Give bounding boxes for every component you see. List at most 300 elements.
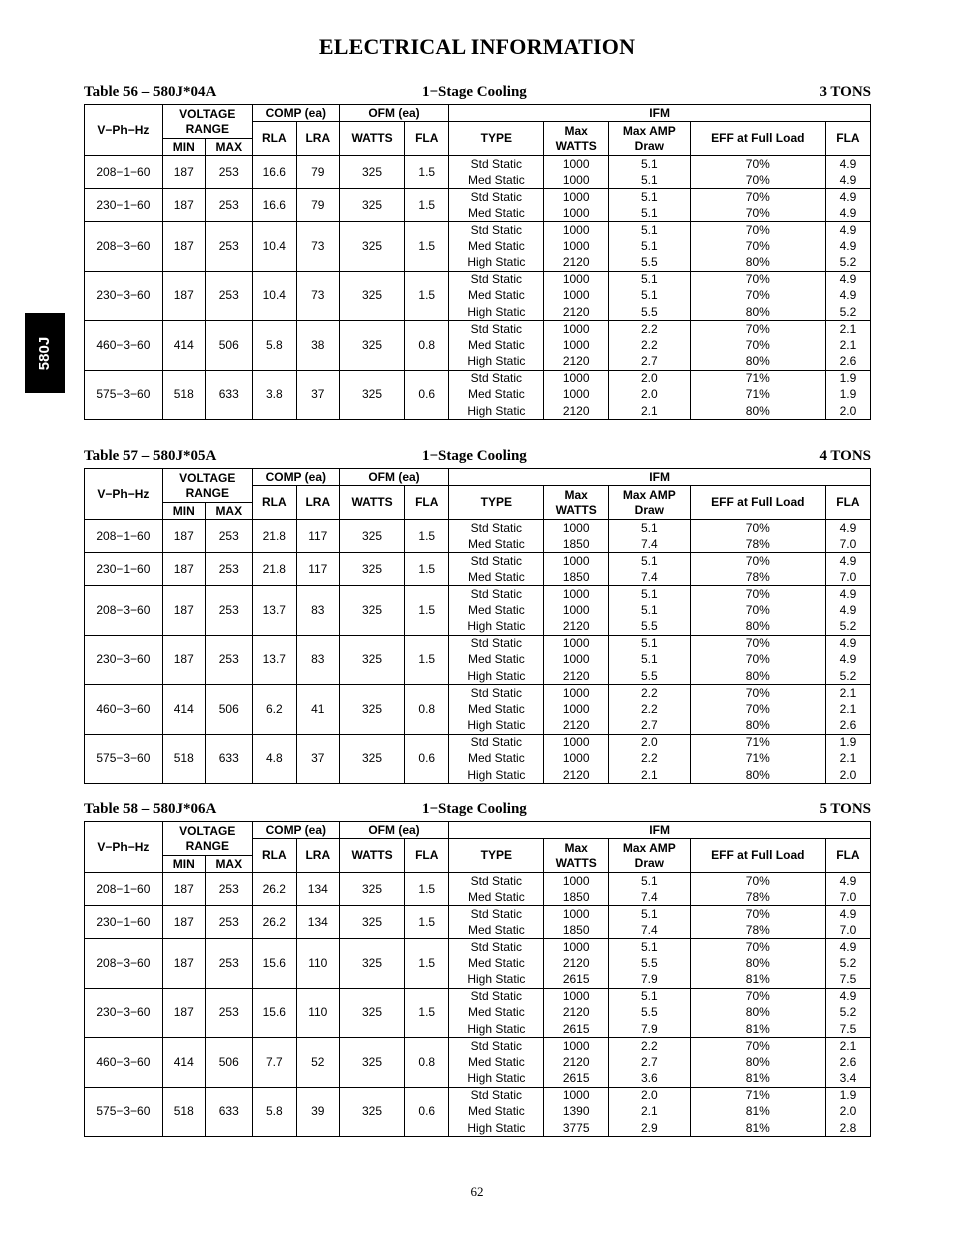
header-eff: EFF at Full Load xyxy=(690,839,825,873)
cell-vph: 208−1−60 xyxy=(85,520,163,553)
header-row xyxy=(85,469,871,486)
header-max-amp: Max AMP Draw xyxy=(608,839,690,873)
header-ifm-fla: FLA xyxy=(825,839,870,873)
cell-watts: 325 xyxy=(339,939,404,989)
header-type: TYPE xyxy=(449,839,544,873)
cell-ifm-max-watts: 2615 xyxy=(544,1071,608,1088)
cell-ifm-max-amp: 5.1 xyxy=(608,906,690,923)
cell-ifm-max-watts: 1000 xyxy=(544,387,608,404)
cell-ifm-type: Med Static xyxy=(449,652,544,669)
table-tons: 3 TONS xyxy=(819,84,871,100)
cell-ifm-eff: 70% xyxy=(690,1038,825,1055)
cell-ifm-max-amp: 2.0 xyxy=(608,387,690,404)
table-row xyxy=(85,734,871,751)
cell-ifm-max-watts: 1000 xyxy=(544,734,608,751)
table-caption xyxy=(84,84,871,104)
cell-ifm-eff: 80% xyxy=(690,1005,825,1022)
header-voltage-range: VOLTAGE RANGE xyxy=(162,469,252,503)
cell-min: 187 xyxy=(162,553,205,586)
cell-min: 187 xyxy=(162,520,205,553)
cell-ifm-max-watts: 1390 xyxy=(544,1104,608,1121)
cell-ifm-max-amp: 2.0 xyxy=(608,1087,690,1104)
cell-ifm-type: Std Static xyxy=(449,734,544,751)
electrical-table xyxy=(84,468,871,784)
cell-ifm-type: High Static xyxy=(449,304,544,321)
cell-rla: 10.4 xyxy=(252,222,296,272)
cell-watts: 325 xyxy=(339,271,404,321)
cell-ifm-max-amp: 7.4 xyxy=(608,922,690,939)
cell-fla: 1.5 xyxy=(405,586,449,636)
cell-ifm-max-amp: 7.4 xyxy=(608,569,690,586)
cell-ifm-max-watts: 1000 xyxy=(544,553,608,570)
cell-max: 253 xyxy=(205,520,252,553)
cell-ifm-fla: 1.9 xyxy=(825,734,870,751)
cell-ifm-fla: 7.5 xyxy=(825,972,870,989)
cell-ifm-type: High Static xyxy=(449,354,544,371)
cell-rla: 15.6 xyxy=(252,939,296,989)
cell-ifm-max-amp: 2.2 xyxy=(608,1038,690,1055)
cell-ifm-type: Med Static xyxy=(449,1054,544,1071)
table-row xyxy=(85,939,871,956)
cell-vph: 575−3−60 xyxy=(85,370,163,420)
cell-ifm-fla: 4.9 xyxy=(825,553,870,570)
cell-max: 506 xyxy=(205,321,252,371)
cell-ifm-max-amp: 5.1 xyxy=(608,635,690,652)
header-max: MAX xyxy=(205,856,252,873)
header-lra: LRA xyxy=(296,839,339,873)
cell-ifm-eff: 70% xyxy=(690,685,825,702)
cell-ifm-type: High Static xyxy=(449,1120,544,1137)
cell-ifm-max-amp: 2.9 xyxy=(608,1120,690,1137)
cell-rla: 26.2 xyxy=(252,873,296,906)
cell-ifm-max-amp: 5.1 xyxy=(608,238,690,255)
cell-ifm-type: Std Static xyxy=(449,635,544,652)
cell-ifm-eff: 81% xyxy=(690,1021,825,1038)
cell-ifm-type: Std Static xyxy=(449,586,544,603)
cell-watts: 325 xyxy=(339,553,404,586)
cell-ifm-fla: 4.9 xyxy=(825,939,870,956)
cell-watts: 325 xyxy=(339,586,404,636)
table-title: Table 56 – 580J*04A xyxy=(84,84,217,100)
header-eff: EFF at Full Load xyxy=(690,122,825,156)
cell-min: 187 xyxy=(162,586,205,636)
cell-ifm-eff: 70% xyxy=(690,602,825,619)
cell-ifm-eff: 70% xyxy=(690,939,825,956)
cell-ifm-max-watts: 1850 xyxy=(544,536,608,553)
cell-ifm-max-watts: 1000 xyxy=(544,939,608,956)
header-ifm: IFM xyxy=(449,469,871,486)
cell-vph: 208−1−60 xyxy=(85,873,163,906)
header-type: TYPE xyxy=(449,486,544,520)
table-row xyxy=(85,635,871,652)
cell-rla: 5.8 xyxy=(252,1087,296,1137)
cell-ifm-eff: 81% xyxy=(690,1120,825,1137)
cell-ifm-eff: 81% xyxy=(690,972,825,989)
header-watts: WATTS xyxy=(339,122,404,156)
cell-ifm-fla: 2.1 xyxy=(825,1038,870,1055)
cell-max: 253 xyxy=(205,271,252,321)
cell-ifm-type: Med Static xyxy=(449,288,544,305)
cell-ifm-type: High Static xyxy=(449,403,544,420)
header-vph: V−Ph−Hz xyxy=(85,105,163,156)
cell-lra: 37 xyxy=(296,370,339,420)
header-rla: RLA xyxy=(252,122,296,156)
cell-ifm-max-watts: 1850 xyxy=(544,889,608,906)
cell-vph: 460−3−60 xyxy=(85,685,163,735)
header-max-watts: Max WATTS xyxy=(544,122,608,156)
cell-ifm-fla: 2.1 xyxy=(825,685,870,702)
cell-ifm-max-amp: 2.2 xyxy=(608,701,690,718)
cell-ifm-fla: 2.8 xyxy=(825,1120,870,1137)
cell-ifm-max-amp: 2.0 xyxy=(608,370,690,387)
cell-fla: 1.5 xyxy=(405,553,449,586)
cell-watts: 325 xyxy=(339,988,404,1038)
cell-ifm-fla: 2.1 xyxy=(825,751,870,768)
cell-ifm-max-watts: 1000 xyxy=(544,288,608,305)
cell-ifm-type: High Static xyxy=(449,668,544,685)
cell-ifm-type: Med Static xyxy=(449,955,544,972)
cell-ifm-eff: 70% xyxy=(690,156,825,173)
electrical-table xyxy=(84,821,871,1137)
cell-ifm-max-amp: 5.1 xyxy=(608,873,690,890)
cell-min: 187 xyxy=(162,189,205,222)
table-row xyxy=(85,370,871,387)
cell-ifm-type: Med Static xyxy=(449,751,544,768)
cell-ifm-fla: 2.0 xyxy=(825,767,870,784)
table-stage: 1−Stage Cooling xyxy=(422,801,527,817)
cell-ifm-max-amp: 2.1 xyxy=(608,1104,690,1121)
cell-ifm-max-watts: 2120 xyxy=(544,304,608,321)
cell-ifm-type: Med Static xyxy=(449,1005,544,1022)
cell-watts: 325 xyxy=(339,189,404,222)
cell-max: 506 xyxy=(205,685,252,735)
table-row xyxy=(85,189,871,206)
cell-ifm-eff: 78% xyxy=(690,889,825,906)
cell-lra: 117 xyxy=(296,520,339,553)
cell-watts: 325 xyxy=(339,222,404,272)
cell-min: 518 xyxy=(162,1087,205,1137)
cell-ifm-eff: 70% xyxy=(690,172,825,189)
cell-ifm-type: Std Static xyxy=(449,873,544,890)
cell-ifm-fla: 4.9 xyxy=(825,586,870,603)
cell-ifm-max-amp: 7.9 xyxy=(608,1021,690,1038)
cell-ifm-max-amp: 2.7 xyxy=(608,1054,690,1071)
cell-ifm-max-watts: 3775 xyxy=(544,1120,608,1137)
cell-ifm-max-watts: 1000 xyxy=(544,1087,608,1104)
table-stage: 1−Stage Cooling xyxy=(422,448,527,464)
cell-ifm-type: Std Static xyxy=(449,520,544,537)
cell-fla: 1.5 xyxy=(405,156,449,189)
cell-ifm-type: High Static xyxy=(449,972,544,989)
cell-min: 414 xyxy=(162,685,205,735)
header-max: MAX xyxy=(205,139,252,156)
cell-watts: 325 xyxy=(339,635,404,685)
cell-ifm-eff: 70% xyxy=(690,238,825,255)
header-comp: COMP (ea) xyxy=(252,822,339,839)
cell-ifm-eff: 70% xyxy=(690,873,825,890)
header-fla: FLA xyxy=(405,486,449,520)
cell-rla: 4.8 xyxy=(252,734,296,784)
cell-ifm-max-watts: 1000 xyxy=(544,222,608,239)
cell-ifm-eff: 80% xyxy=(690,668,825,685)
cell-ifm-fla: 1.9 xyxy=(825,1087,870,1104)
electrical-table xyxy=(84,104,871,420)
table-caption xyxy=(84,801,871,821)
cell-ifm-max-watts: 2120 xyxy=(544,767,608,784)
table-row xyxy=(85,685,871,702)
cell-lra: 37 xyxy=(296,734,339,784)
cell-ifm-fla: 1.9 xyxy=(825,370,870,387)
cell-ifm-eff: 70% xyxy=(690,205,825,222)
cell-rla: 10.4 xyxy=(252,271,296,321)
cell-max: 253 xyxy=(205,873,252,906)
cell-fla: 1.5 xyxy=(405,873,449,906)
cell-ifm-type: High Static xyxy=(449,1071,544,1088)
cell-ifm-type: High Static xyxy=(449,767,544,784)
table-57 xyxy=(84,448,871,784)
cell-ifm-fla: 5.2 xyxy=(825,255,870,272)
cell-ifm-fla: 7.5 xyxy=(825,1021,870,1038)
cell-rla: 16.6 xyxy=(252,189,296,222)
header-max-watts: Max WATTS xyxy=(544,839,608,873)
cell-ifm-eff: 81% xyxy=(690,1071,825,1088)
cell-vph: 208−3−60 xyxy=(85,586,163,636)
cell-ifm-type: High Static xyxy=(449,255,544,272)
header-lra: LRA xyxy=(296,122,339,156)
cell-ifm-max-watts: 1000 xyxy=(544,271,608,288)
cell-ifm-type: Med Static xyxy=(449,172,544,189)
cell-ifm-fla: 4.9 xyxy=(825,288,870,305)
cell-max: 633 xyxy=(205,1087,252,1137)
cell-ifm-max-watts: 1000 xyxy=(544,906,608,923)
header-ifm: IFM xyxy=(449,822,871,839)
cell-watts: 325 xyxy=(339,1038,404,1088)
cell-ifm-max-watts: 2615 xyxy=(544,972,608,989)
header-ifm-fla: FLA xyxy=(825,486,870,520)
cell-ifm-max-amp: 5.1 xyxy=(608,156,690,173)
cell-lra: 83 xyxy=(296,586,339,636)
cell-max: 253 xyxy=(205,939,252,989)
header-min: MIN xyxy=(162,856,205,873)
cell-watts: 325 xyxy=(339,685,404,735)
cell-lra: 73 xyxy=(296,222,339,272)
cell-vph: 208−3−60 xyxy=(85,939,163,989)
header-comp: COMP (ea) xyxy=(252,105,339,122)
table-caption xyxy=(84,448,871,468)
cell-rla: 6.2 xyxy=(252,685,296,735)
cell-min: 187 xyxy=(162,873,205,906)
cell-ifm-fla: 4.9 xyxy=(825,238,870,255)
cell-fla: 1.5 xyxy=(405,635,449,685)
cell-fla: 0.8 xyxy=(405,685,449,735)
cell-ifm-fla: 2.1 xyxy=(825,701,870,718)
cell-ifm-max-watts: 2120 xyxy=(544,403,608,420)
cell-lra: 117 xyxy=(296,553,339,586)
cell-lra: 38 xyxy=(296,321,339,371)
cell-ifm-type: High Static xyxy=(449,1021,544,1038)
cell-ifm-fla: 4.9 xyxy=(825,906,870,923)
cell-lra: 41 xyxy=(296,685,339,735)
cell-ifm-max-amp: 5.1 xyxy=(608,586,690,603)
header-row xyxy=(85,105,871,122)
cell-vph: 230−1−60 xyxy=(85,906,163,939)
cell-ifm-max-watts: 1000 xyxy=(544,189,608,206)
cell-ifm-max-amp: 5.1 xyxy=(608,288,690,305)
cell-ifm-eff: 70% xyxy=(690,189,825,206)
table-tons: 5 TONS xyxy=(819,801,871,817)
table-row xyxy=(85,1038,871,1055)
cell-ifm-max-amp: 5.1 xyxy=(608,271,690,288)
cell-ifm-type: Med Static xyxy=(449,536,544,553)
cell-min: 518 xyxy=(162,734,205,784)
cell-ifm-eff: 80% xyxy=(690,255,825,272)
cell-ifm-fla: 2.6 xyxy=(825,354,870,371)
cell-ifm-max-amp: 2.1 xyxy=(608,767,690,784)
cell-ifm-eff: 70% xyxy=(690,635,825,652)
header-rla: RLA xyxy=(252,839,296,873)
cell-lra: 52 xyxy=(296,1038,339,1088)
cell-watts: 325 xyxy=(339,370,404,420)
cell-vph: 230−3−60 xyxy=(85,635,163,685)
table-title: Table 58 – 580J*06A xyxy=(84,801,217,817)
cell-ifm-max-amp: 5.5 xyxy=(608,619,690,636)
cell-vph: 208−3−60 xyxy=(85,222,163,272)
cell-min: 414 xyxy=(162,1038,205,1088)
cell-ifm-fla: 1.9 xyxy=(825,387,870,404)
cell-ifm-max-amp: 2.2 xyxy=(608,751,690,768)
cell-ifm-max-amp: 5.5 xyxy=(608,955,690,972)
cell-ifm-eff: 80% xyxy=(690,767,825,784)
cell-vph: 575−3−60 xyxy=(85,1087,163,1137)
cell-ifm-max-watts: 1000 xyxy=(544,205,608,222)
cell-ifm-fla: 7.0 xyxy=(825,889,870,906)
cell-ifm-fla: 4.9 xyxy=(825,189,870,206)
cell-fla: 1.5 xyxy=(405,906,449,939)
cell-lra: 110 xyxy=(296,939,339,989)
cell-ifm-type: Med Static xyxy=(449,922,544,939)
cell-fla: 1.5 xyxy=(405,222,449,272)
cell-max: 633 xyxy=(205,734,252,784)
cell-fla: 0.8 xyxy=(405,321,449,371)
cell-ifm-max-watts: 1000 xyxy=(544,751,608,768)
cell-fla: 1.5 xyxy=(405,939,449,989)
cell-ifm-max-amp: 3.6 xyxy=(608,1071,690,1088)
cell-ifm-fla: 2.0 xyxy=(825,403,870,420)
header-rla: RLA xyxy=(252,486,296,520)
table-row xyxy=(85,520,871,537)
cell-ifm-max-amp: 2.2 xyxy=(608,321,690,338)
cell-ifm-type: Std Static xyxy=(449,321,544,338)
cell-ifm-max-amp: 5.1 xyxy=(608,205,690,222)
cell-rla: 16.6 xyxy=(252,156,296,189)
cell-ifm-type: Std Static xyxy=(449,156,544,173)
cell-vph: 230−1−60 xyxy=(85,553,163,586)
cell-ifm-fla: 4.9 xyxy=(825,635,870,652)
cell-lra: 79 xyxy=(296,189,339,222)
cell-ifm-type: Med Static xyxy=(449,205,544,222)
cell-ifm-eff: 70% xyxy=(690,222,825,239)
cell-ifm-max-watts: 2120 xyxy=(544,619,608,636)
cell-ifm-max-amp: 2.7 xyxy=(608,718,690,735)
cell-ifm-type: Med Static xyxy=(449,569,544,586)
cell-ifm-fla: 4.9 xyxy=(825,652,870,669)
cell-ifm-max-watts: 2120 xyxy=(544,955,608,972)
table-row xyxy=(85,873,871,890)
cell-rla: 13.7 xyxy=(252,586,296,636)
table-tons: 4 TONS xyxy=(819,448,871,464)
cell-watts: 325 xyxy=(339,1087,404,1137)
table-row xyxy=(85,906,871,923)
cell-lra: 83 xyxy=(296,635,339,685)
cell-min: 187 xyxy=(162,635,205,685)
header-voltage-range: VOLTAGE RANGE xyxy=(162,822,252,856)
cell-ifm-eff: 71% xyxy=(690,370,825,387)
cell-vph: 230−3−60 xyxy=(85,271,163,321)
cell-ifm-max-watts: 2120 xyxy=(544,1005,608,1022)
table-row xyxy=(85,156,871,173)
cell-ifm-type: High Static xyxy=(449,718,544,735)
cell-ifm-fla: 7.0 xyxy=(825,536,870,553)
cell-ifm-type: High Static xyxy=(449,619,544,636)
cell-ifm-type: Std Static xyxy=(449,685,544,702)
header-ifm: IFM xyxy=(449,105,871,122)
cell-ifm-fla: 5.2 xyxy=(825,619,870,636)
cell-ifm-type: Std Static xyxy=(449,988,544,1005)
cell-max: 253 xyxy=(205,222,252,272)
cell-max: 253 xyxy=(205,553,252,586)
cell-watts: 325 xyxy=(339,156,404,189)
cell-ifm-max-amp: 5.1 xyxy=(608,939,690,956)
cell-max: 253 xyxy=(205,906,252,939)
cell-ifm-type: Med Static xyxy=(449,701,544,718)
cell-ifm-max-watts: 2120 xyxy=(544,255,608,272)
cell-ifm-max-watts: 1000 xyxy=(544,586,608,603)
cell-ifm-max-watts: 1000 xyxy=(544,337,608,354)
cell-vph: 230−3−60 xyxy=(85,988,163,1038)
header-ofm: OFM (ea) xyxy=(339,105,448,122)
cell-ifm-fla: 7.0 xyxy=(825,569,870,586)
cell-ifm-fla: 2.0 xyxy=(825,1104,870,1121)
cell-ifm-fla: 4.9 xyxy=(825,602,870,619)
cell-ifm-fla: 3.4 xyxy=(825,1071,870,1088)
table-row xyxy=(85,988,871,1005)
cell-ifm-max-amp: 2.0 xyxy=(608,734,690,751)
cell-ifm-eff: 71% xyxy=(690,734,825,751)
header-max-amp: Max AMP Draw xyxy=(608,486,690,520)
cell-max: 633 xyxy=(205,370,252,420)
cell-fla: 1.5 xyxy=(405,988,449,1038)
cell-ifm-fla: 4.9 xyxy=(825,271,870,288)
cell-ifm-eff: 70% xyxy=(690,520,825,537)
cell-rla: 15.6 xyxy=(252,988,296,1038)
cell-ifm-fla: 2.1 xyxy=(825,321,870,338)
header-type: TYPE xyxy=(449,122,544,156)
cell-ifm-max-watts: 1000 xyxy=(544,635,608,652)
cell-ifm-max-watts: 1850 xyxy=(544,922,608,939)
cell-ifm-eff: 70% xyxy=(690,906,825,923)
cell-ifm-eff: 80% xyxy=(690,354,825,371)
cell-ifm-eff: 70% xyxy=(690,337,825,354)
cell-ifm-max-amp: 2.2 xyxy=(608,685,690,702)
header-eff: EFF at Full Load xyxy=(690,486,825,520)
table-title: Table 57 – 580J*05A xyxy=(84,448,217,464)
cell-ifm-fla: 4.9 xyxy=(825,205,870,222)
cell-min: 414 xyxy=(162,321,205,371)
cell-ifm-type: Std Static xyxy=(449,271,544,288)
cell-min: 187 xyxy=(162,156,205,189)
cell-ifm-eff: 71% xyxy=(690,751,825,768)
side-tab xyxy=(25,313,65,393)
